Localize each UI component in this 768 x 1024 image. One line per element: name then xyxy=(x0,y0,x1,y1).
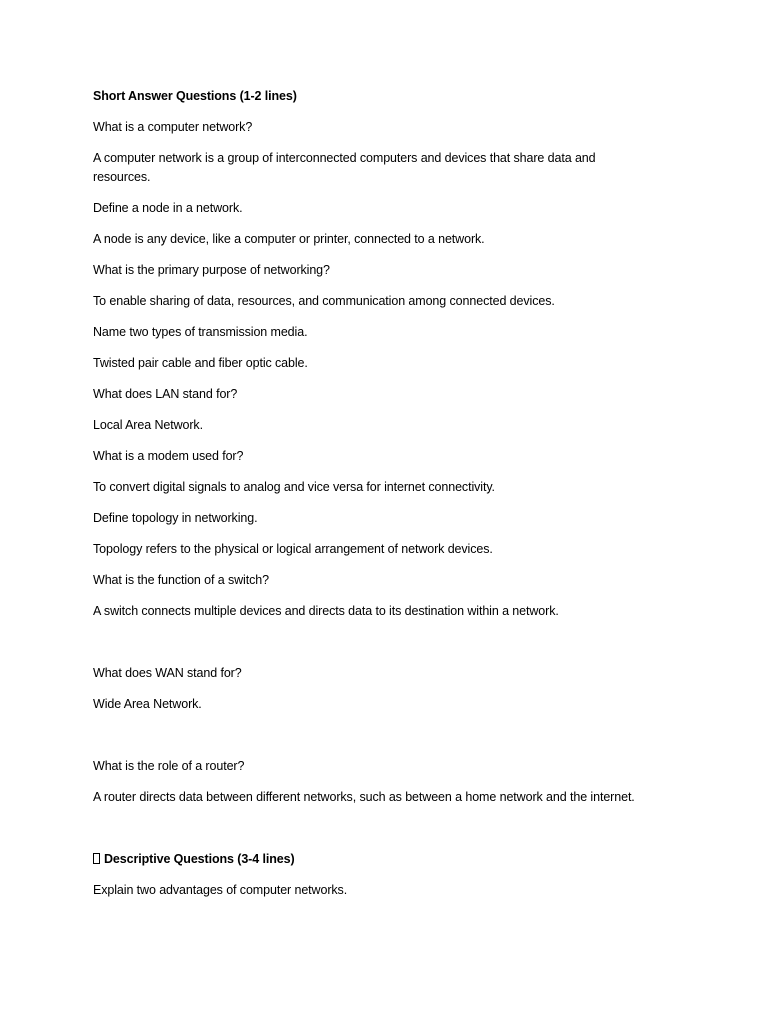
missing-glyph-icon xyxy=(93,853,100,864)
descriptive-question-1: Explain two advantages of computer networks. xyxy=(93,883,348,897)
section-heading-descriptive xyxy=(93,850,653,869)
empty-line xyxy=(93,819,653,838)
question-1: What is a computer network? xyxy=(93,120,253,134)
section-heading-short-answer: Short Answer Questions (1-2 lines) xyxy=(93,89,297,103)
section-heading-descriptive-text: Descriptive Questions (3-4 lines) xyxy=(104,852,295,866)
answer-2: A node is any device, like a computer or printer, connected to a network. xyxy=(93,232,485,246)
question-8: What is the function of a switch? xyxy=(93,573,269,587)
question-3: What is the primary purpose of networking? xyxy=(93,263,330,277)
question-10: What is the role of a router? xyxy=(93,759,245,773)
answer-10: A router directs data between different networks, such as between a home network and the internet. xyxy=(93,790,635,804)
answer-3: To enable sharing of data, resources, and communication among connected devices. xyxy=(93,294,555,308)
answer-5: Local Area Network. xyxy=(93,418,203,432)
question-6: What is a modem used for? xyxy=(93,449,244,463)
answer-1: A computer network is a group of interconnected computers and devices that share data and resources. xyxy=(93,151,596,184)
question-5: What does LAN stand for? xyxy=(93,387,238,401)
answer-8: A switch connects multiple devices and directs data to its destination within a network. xyxy=(93,604,559,618)
question-7: Define topology in networking. xyxy=(93,511,258,525)
answer-9: Wide Area Network. xyxy=(93,697,202,711)
answer-6: To convert digital signals to analog and vice versa for internet connectivity. xyxy=(93,480,495,494)
question-9: What does WAN stand for? xyxy=(93,666,242,680)
answer-4: Twisted pair cable and fiber optic cable. xyxy=(93,356,308,370)
question-4: Name two types of transmission media. xyxy=(93,325,308,339)
empty-line xyxy=(93,726,653,745)
empty-line xyxy=(93,633,653,652)
document-page xyxy=(93,87,653,912)
question-2: Define a node in a network. xyxy=(93,201,243,215)
answer-7: Topology refers to the physical or logical arrangement of network devices. xyxy=(93,542,493,556)
